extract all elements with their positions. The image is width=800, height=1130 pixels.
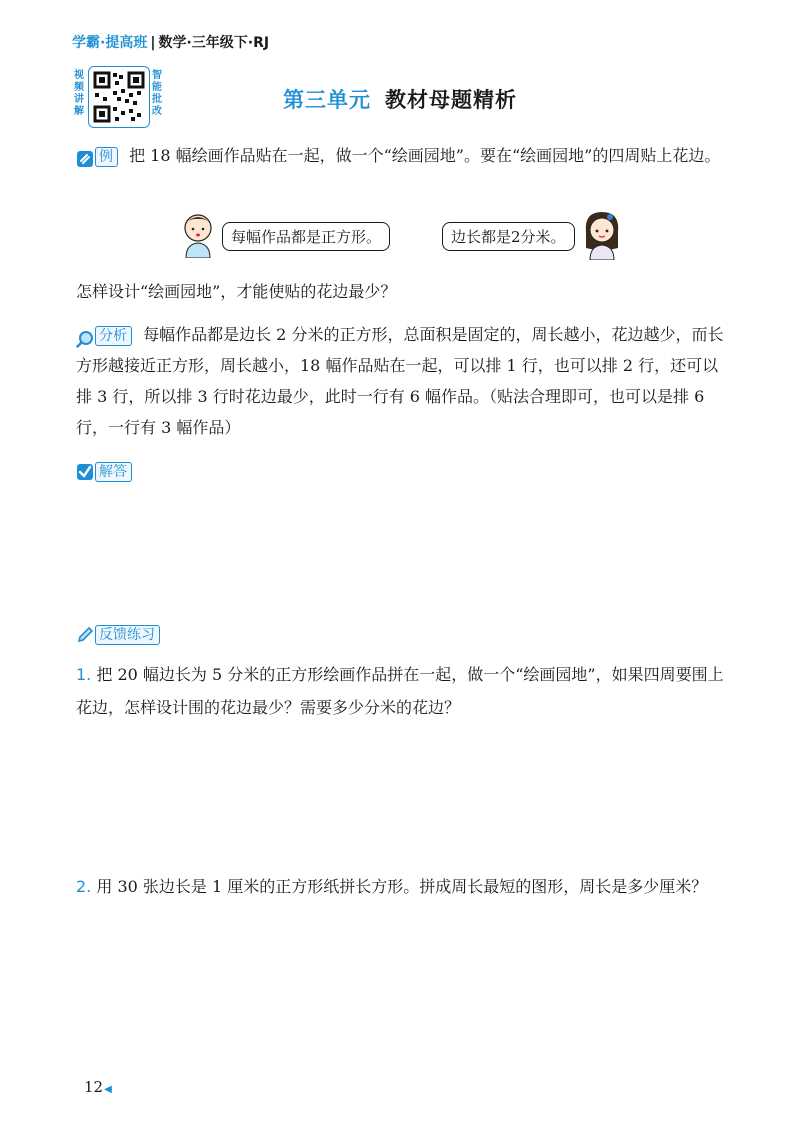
answer-tag: 解答: [95, 462, 132, 482]
practice-text: 把 20 幅边长为 5 分米的正方形绘画作品拼在一起，做一个“绘画园地”，如果四周要围上花边，怎样设计围的花边最少？需要多少分米的花边？: [76, 665, 724, 717]
analysis-text: 每幅作品都是边长 2 分米的正方形，总面积是固定的，周长越小，花边越少，而长方形越接近正方形，周长越小，18 幅作品贴在一起，可以排 1 行，也可以排 2 行，还可以排 3 行，所以排 3 行时花边最少，此时一行有 6 幅作品。（贴法合理即可，也可以是排 6 行，一行有 3 幅作品）: [76, 325, 724, 437]
pencil-icon: [76, 626, 94, 644]
practice-text: 用 30 张边长是 1 厘米的正方形纸拼长方形。拼成周长最短的图形，周长是多少厘米？: [96, 877, 708, 896]
page-header: [72, 32, 269, 52]
link-icon: [76, 148, 94, 166]
page-number-text: 12: [84, 1078, 104, 1096]
page-title: [0, 84, 800, 114]
qr-left-label: 视频讲解: [74, 70, 84, 117]
example-paragraph: [76, 141, 726, 170]
analysis-tag: 分析: [95, 326, 132, 346]
example-text: 把 18 幅绘画作品贴在一起，做一个“绘画园地”。要在“绘画园地”的四周贴上花边。: [129, 146, 721, 165]
header-separator: |: [150, 35, 156, 51]
check-icon: [76, 463, 94, 481]
unit-title: 第三单元: [283, 88, 371, 112]
boy-speech-bubble: 每幅作品都是正方形。: [222, 222, 390, 251]
subject-label: 数学·三年级下·RJ: [158, 35, 270, 51]
example-tag: 例: [95, 147, 118, 167]
practice-item-2: [76, 872, 736, 901]
brand-label: 学霸·提高班: [72, 35, 148, 51]
practice-tag: 反馈练习: [95, 625, 160, 645]
page-arrow-icon: ◀: [104, 1084, 112, 1095]
analysis-paragraph: [76, 319, 726, 443]
answer-section: [76, 461, 132, 482]
practice-section: [76, 624, 160, 645]
practice-item-1: [76, 658, 724, 724]
qr-right-label: 智能批改: [152, 70, 162, 117]
girl-speech-bubble: 边长都是2分米。: [442, 222, 575, 251]
section-title: 教材母题精析: [385, 88, 517, 112]
boy-avatar: [178, 210, 218, 262]
page-number: [84, 1078, 112, 1096]
magnifier-icon: [76, 327, 94, 345]
practice-number: 2.: [76, 877, 92, 896]
girl-avatar: [580, 208, 624, 264]
example-question: 怎样设计“绘画园地”，才能使贴的花边最少？: [76, 282, 397, 301]
practice-number: 1.: [76, 665, 92, 684]
